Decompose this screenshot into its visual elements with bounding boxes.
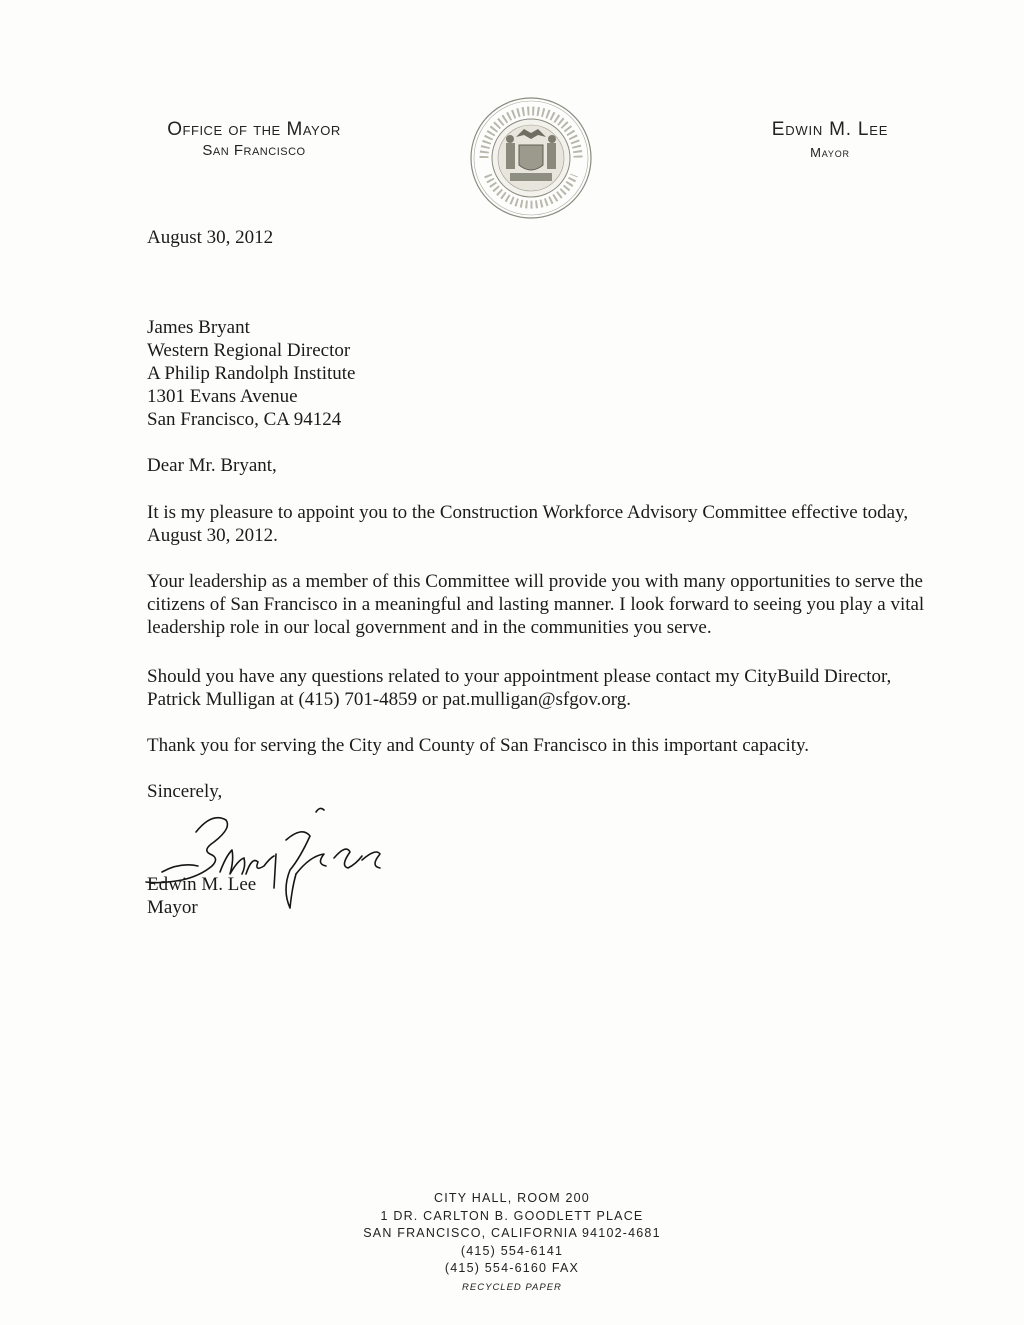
signer-title: Mayor [147,897,198,918]
footer-phone: (415) 554-6141 [460,1243,564,1258]
salutation: Dear Mr. Bryant, [147,455,277,476]
recipient-name: James Bryant [147,317,250,338]
office-city: San Francisco [202,142,306,159]
office-header [146,119,362,161]
recycled-paper-note: RECYCLED PAPER [462,1281,562,1293]
office-title: Office of the Mayor [167,119,341,140]
footer-line: 1 DR. CARLTON B. GOODLETT PLACE [380,1208,644,1223]
body-paragraph: Should you have any questions related to your appointment please contact my CityBuild Director, Patrick Mulligan at (415) 701-4859 or pat.mulligan@sfgov.org. [147,666,892,710]
recipient-organization: A Philip Randolph Institute [147,363,356,384]
footer-line: CITY HALL, ROOM 200 [434,1191,590,1205]
signer-name: Edwin M. Lee [147,874,257,895]
footer-fax: (415) 554-6160 FAX [444,1261,580,1275]
recipient-city: San Francisco, CA 94124 [147,409,342,430]
body-paragraph: Your leadership as a member of this Committee will provide you with many opportunities to serve the citizens of San Francisco in a meaningful and lasting manner. I look forward to seeing you play a vital leadership role in our local government and in the communities you serve. [147,571,925,638]
city-seal-icon [466,95,596,221]
closing: Sincerely, [147,781,223,802]
footer-address [0,1190,1024,1298]
footer-line: SAN FRANCISCO, CALIFORNIA 94102-4681 [363,1226,661,1240]
recipient-address [147,316,355,431]
body-paragraph: Thank you for serving the City and County of San Francisco in this important capacity. [147,735,810,756]
mayor-name: Edwin M. Lee [771,119,889,140]
mayor-header [758,119,902,165]
letter-date: August 30, 2012 [147,227,274,248]
recipient-title: Western Regional Director [147,340,351,361]
mayor-title: Mayor [810,145,850,160]
recipient-street: 1301 Evans Avenue [147,386,298,407]
body-paragraph: It is my pleasure to appoint you to the Construction Workforce Advisory Committee effective today, August 30, 2012. [147,502,909,546]
